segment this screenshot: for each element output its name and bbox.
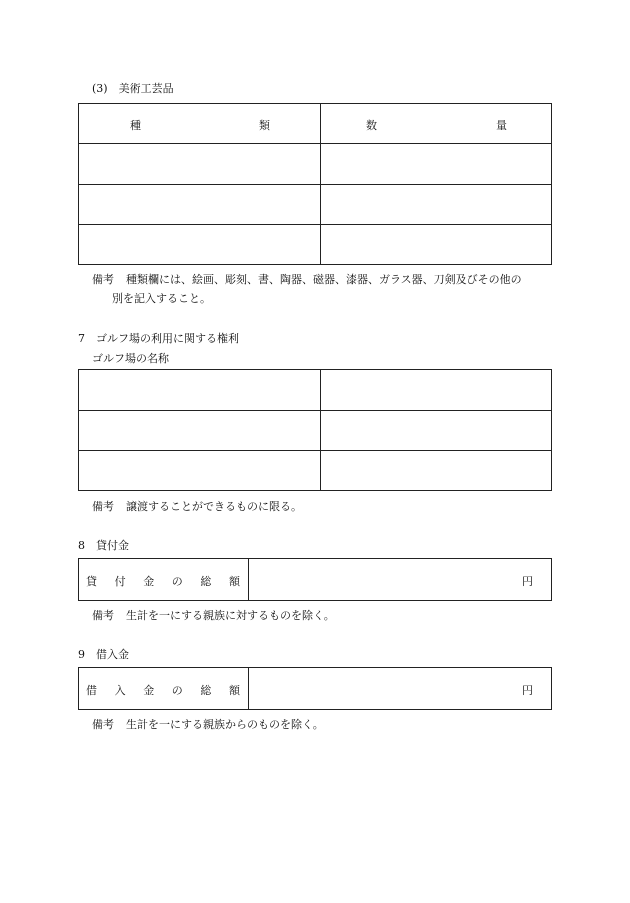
section-7-subheading: ゴルフ場の名称 [92,352,169,365]
col-header-quantity-b: 量 [496,119,507,132]
golf-value-cell-3[interactable] [321,451,551,490]
label-char: の [171,575,183,588]
section-3-note-line2: 別を記入すること。 [112,292,211,305]
golf-value-cell-2[interactable] [321,411,551,449]
borrowings-yen-unit: 円 [522,684,533,697]
section-3-heading: (3) 美術工芸品 [92,82,174,95]
label-char: 貸 [86,575,97,588]
art-quantity-cell-2[interactable] [321,185,551,223]
section-7-note-text: 譲渡することができるものに限る。 [126,500,302,513]
col-header-quantity-a: 数 [366,119,377,132]
section-9-heading: 9 借入金 [78,648,129,661]
section-7-note-prefix: 備考 [92,500,114,513]
borrowings-total-label [86,682,240,698]
art-quantity-cell-1[interactable] [321,144,551,183]
label-char: 総 [200,684,212,697]
golf-name-cell-1[interactable] [79,370,319,409]
loans-receivable-amount-field[interactable] [249,559,519,600]
label-char: 金 [143,575,155,588]
art-kind-cell-1[interactable] [79,144,319,183]
label-char: の [171,684,183,697]
section-9-note-text: 生計を一にする親族からのものを除く。 [126,718,324,731]
golf-name-cell-2[interactable] [79,411,319,449]
loans-receivable-yen-unit: 円 [522,575,533,588]
col-header-kind-a: 種 [130,119,141,132]
section-9-note-prefix: 備考 [92,718,114,731]
section-7-heading: 7 ゴルフ場の利用に関する権利 [78,332,239,345]
label-char: 総 [200,575,212,588]
art-kind-cell-3[interactable] [79,225,319,264]
label-char: 入 [114,684,126,697]
section-8-note-text: 生計を一にする親族に対するものを除く。 [126,609,335,622]
section-3-note-line1: 種類欄には、絵画、彫刻、書、陶器、磁器、漆器、ガラス器、刀剣及びその他の [126,273,522,286]
label-char: 借 [86,684,97,697]
section-8-heading: 8 貸付金 [78,539,129,552]
section-3-note-prefix: 備考 [92,273,114,286]
label-char: 額 [228,684,240,697]
label-char: 金 [143,684,155,697]
section-8-note-prefix: 備考 [92,609,114,622]
art-kind-cell-2[interactable] [79,185,319,223]
golf-value-cell-1[interactable] [321,370,551,409]
art-quantity-cell-3[interactable] [321,225,551,264]
golf-name-cell-3[interactable] [79,451,319,490]
label-char: 付 [114,575,126,588]
loans-receivable-total-label [86,573,240,589]
label-char: 額 [228,575,240,588]
borrowings-amount-field[interactable] [249,668,519,709]
col-header-kind-b: 類 [259,119,270,132]
